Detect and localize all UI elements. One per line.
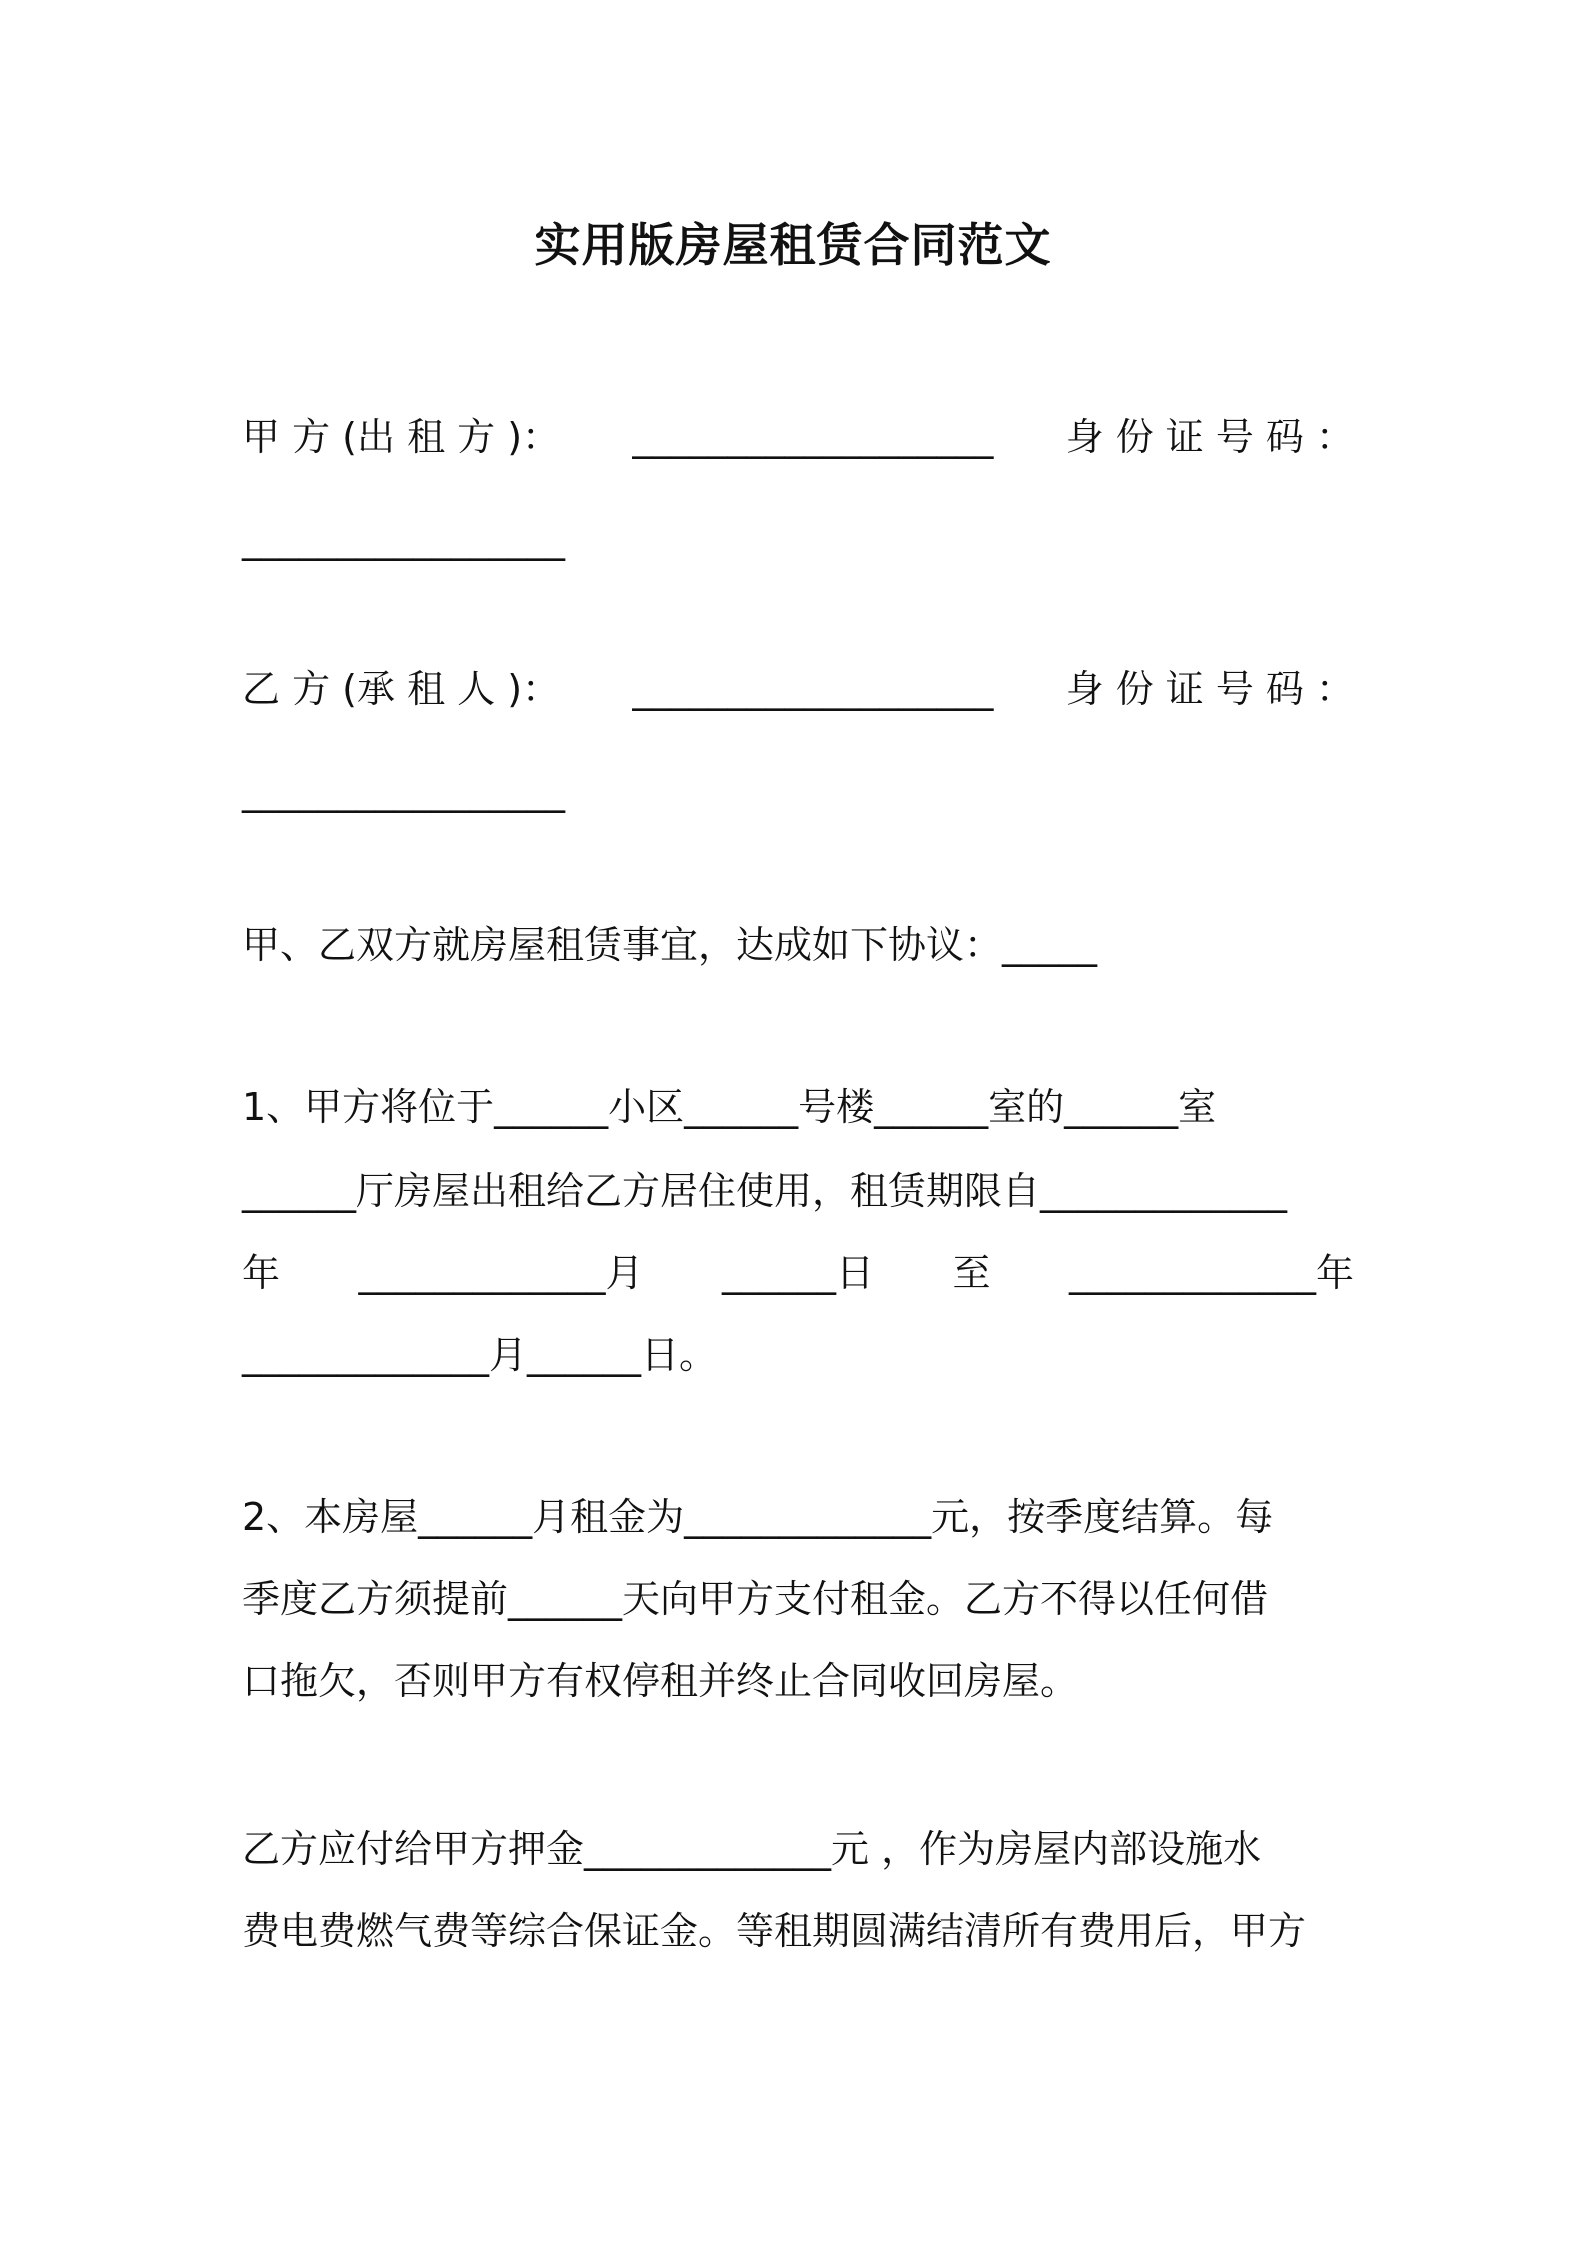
party-a-line: [242, 410, 1354, 464]
party-b-id-line: [242, 764, 1354, 818]
clause1-month-blank: _____________月: [358, 1251, 644, 1295]
party-a-id-label: 身 份 证 号 码 ：: [1065, 415, 1354, 459]
clause1-day-blank: ______日: [721, 1251, 874, 1295]
clause1-line2: [242, 1164, 1354, 1218]
clause2-text-2: 季度乙方须提前______天向甲方支付租金。乙方不得以任何借: [242, 1577, 1269, 1621]
clause1-text-2: ______厅房屋出租给乙方居住使用，租赁期限自_____________: [242, 1169, 1288, 1213]
clause1-end-year-blank: _____________年: [1068, 1251, 1354, 1295]
party-b-id-label: 身 份 证 号 码 ：: [1065, 667, 1354, 711]
clause2-text-1: 2、本房屋______月租金为_____________元，按季度结算。每: [242, 1495, 1274, 1539]
deposit-line1: [242, 1822, 1354, 1876]
party-a-id-line: [242, 512, 1354, 566]
intro-line: [242, 918, 1354, 972]
clause1-to-label: 至: [952, 1251, 991, 1295]
clause2-line2: [242, 1572, 1354, 1626]
clause1-text-4: _____________月______日。: [242, 1333, 718, 1377]
party-b-name-blank: ___________________: [632, 667, 994, 711]
clause1-line4: [242, 1328, 1354, 1382]
deposit-line2: [242, 1904, 1354, 1958]
party-b-label: 乙 方 (承 租 人 )：: [242, 667, 561, 711]
party-a-name-blank: ___________________: [632, 415, 994, 459]
clause1-text-1: 1、甲方将位于______小区______号楼______室的______室: [242, 1085, 1217, 1129]
clause1-line3: [242, 1246, 1354, 1300]
party-b-line: [242, 662, 1354, 716]
intro-text: 甲、乙双方就房屋租赁事宜，达成如下协议：_____: [242, 923, 1098, 967]
clause1-year-label: 年: [242, 1251, 281, 1295]
deposit-text-1: 乙方应付给甲方押金_____________元 ，作为房屋内部设施水: [242, 1827, 1262, 1871]
party-a-id-blank: _________________: [242, 517, 565, 561]
party-b-id-blank: _________________: [242, 769, 565, 813]
clause2-line1: [242, 1490, 1354, 1544]
deposit-text-2: 费电费燃气费等综合保证金。等租期圆满结清所有费用后，甲方: [242, 1909, 1307, 1953]
clause2-text-3: 口拖欠，否则甲方有权停租并终止合同收回房屋。: [242, 1659, 1079, 1703]
party-a-label: 甲 方 (出 租 方 )：: [242, 415, 561, 459]
clause2-line3: [242, 1654, 1354, 1708]
clause1-line1: [242, 1080, 1354, 1134]
document-title: 实用版房屋租赁合同范文: [534, 218, 1052, 272]
